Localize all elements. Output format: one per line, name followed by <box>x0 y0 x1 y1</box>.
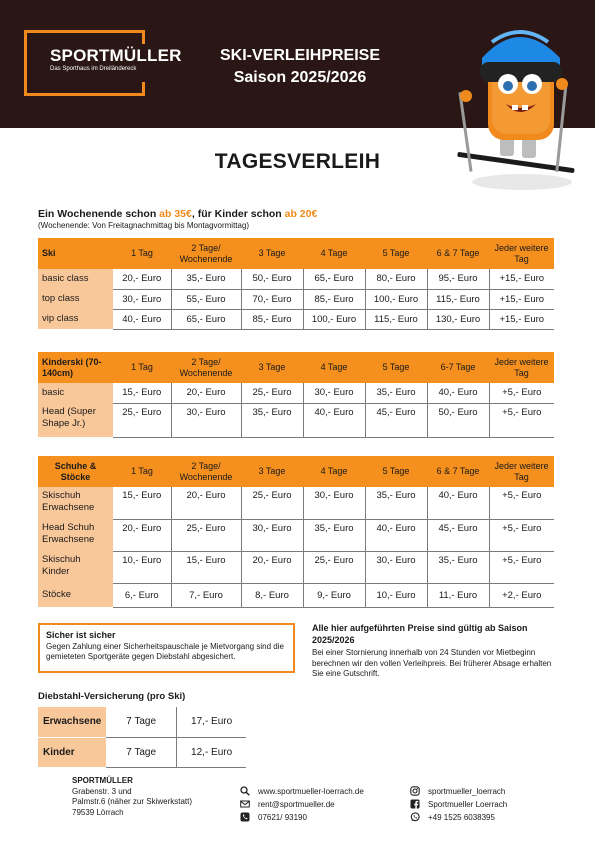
search-icon <box>240 786 250 796</box>
price-cell: +5,- Euro <box>489 519 554 551</box>
price-cell: 17,- Euro <box>176 707 246 737</box>
price-cell: +15,- Euro <box>489 309 554 329</box>
footer-address <box>72 776 192 818</box>
table-header-cell: 2 Tage/ Wochenende <box>171 456 241 487</box>
price-cell: 65,- Euro <box>303 269 365 289</box>
table-row <box>38 269 554 289</box>
safety-info-box <box>38 623 295 673</box>
table-header-cell: 3 Tage <box>241 238 303 269</box>
theft-insurance-title: Diebstahl-Versicherung (pro Ski) <box>38 691 186 702</box>
row-label: Kinder <box>38 737 106 767</box>
footer-address-line: 79539 Lörrach <box>72 807 124 817</box>
price-cell: 12,- Euro <box>176 737 246 767</box>
row-label: Erwachsene <box>38 707 106 737</box>
phone-icon <box>240 812 250 822</box>
kids-ski-price-table <box>38 352 554 438</box>
promo-price-kids: ab 20€ <box>284 208 318 220</box>
table-row <box>38 707 246 737</box>
table-row <box>38 583 554 607</box>
price-cell: 115,- Euro <box>427 289 489 309</box>
footer-email-link[interactable]: rent@sportmueller.de <box>258 799 335 809</box>
table-header-cell: 2 Tage/ Wochenende <box>171 238 241 269</box>
footer-whatsapp-number[interactable]: +49 1525 6038395 <box>428 812 495 822</box>
shoes-poles-price-table <box>38 456 554 608</box>
mail-icon <box>240 799 250 809</box>
price-cell: +5,- Euro <box>489 383 554 403</box>
price-cell: 30,- Euro <box>365 551 427 583</box>
safety-text: Gegen Zahlung einer Sicherheitspauschale je Mietvorgang sind die gemieteten Sportgeräte gegen Diebstahl abgesichert. <box>46 641 284 661</box>
price-cell: 30,- Euro <box>113 289 171 309</box>
table-header-cell: 5 Tage <box>365 456 427 487</box>
theft-insurance-table <box>38 707 246 768</box>
price-cell: 40,- Euro <box>427 383 489 403</box>
price-cell: 35,- Euro <box>365 383 427 403</box>
table-header-cell: 1 Tag <box>113 352 171 383</box>
price-cell: 70,- Euro <box>241 289 303 309</box>
price-cell: 35,- Euro <box>365 487 427 519</box>
footer-whatsapp[interactable] <box>410 812 495 822</box>
price-cell: 25,- Euro <box>303 551 365 583</box>
price-cell: 30,- Euro <box>303 487 365 519</box>
price-cell: +15,- Euro <box>489 269 554 289</box>
price-cell: 40,- Euro <box>303 403 365 437</box>
price-cell: 9,- Euro <box>303 583 365 607</box>
price-cell: 35,- Euro <box>303 519 365 551</box>
price-cell: +5,- Euro <box>489 487 554 519</box>
duration-cell: 7 Tage <box>106 707 176 737</box>
safety-title: Sicher ist sicher <box>46 630 116 640</box>
table-header-cell: 1 Tag <box>113 238 171 269</box>
table-header-cell: Jeder weitere Tag <box>489 238 554 269</box>
price-cell: 25,- Euro <box>241 487 303 519</box>
price-cell: 85,- Euro <box>303 289 365 309</box>
table-header-cell: Ski <box>38 238 113 269</box>
price-cell: +15,- Euro <box>489 289 554 309</box>
price-cell: 25,- Euro <box>171 519 241 551</box>
row-label: Skischuh Kinder <box>38 551 113 583</box>
table-header-cell: 6 & 7 Tage <box>427 456 489 487</box>
facebook-icon <box>410 799 420 809</box>
footer-facebook-name[interactable]: Sportmueller Loerrach <box>428 799 508 809</box>
table-header-cell: 5 Tage <box>365 238 427 269</box>
row-label: top class <box>38 289 113 309</box>
row-label: Stöcke <box>38 583 113 607</box>
price-cell: 50,- Euro <box>427 403 489 437</box>
table-row <box>38 551 554 583</box>
table-header-row <box>38 352 554 383</box>
price-cell: 15,- Euro <box>113 383 171 403</box>
row-label: Skischuh Erwachsene <box>38 487 113 519</box>
price-cell: 15,- Euro <box>113 487 171 519</box>
table-row <box>38 487 554 519</box>
price-cell: 95,- Euro <box>427 269 489 289</box>
price-cell: 25,- Euro <box>113 403 171 437</box>
price-cell: 15,- Euro <box>171 551 241 583</box>
validity-text: Bei einer Stornierung innerhalb von 24 Stunden vor Mietbeginn berechnen wir den vollen Verleihpreis. Bei früherer Absage erhalten Sie eine Gutschrift. <box>312 648 552 678</box>
table-header-cell: 4 Tage <box>303 352 365 383</box>
footer-instagram-handle[interactable]: sportmueller_loerrach <box>428 786 506 796</box>
row-label: basic <box>38 383 113 403</box>
price-cell: 100,- Euro <box>303 309 365 329</box>
price-cell: 35,- Euro <box>427 551 489 583</box>
price-cell: +5,- Euro <box>489 403 554 437</box>
page-title: TAGESVERLEIH <box>214 150 381 173</box>
promo-price-adult: ab 35€ <box>159 208 192 220</box>
footer-address-line: Palmstr.6 (näher zur Skiwerkstatt) <box>72 797 193 806</box>
table-header-row <box>38 456 554 487</box>
table-header-cell: 4 Tage <box>303 238 365 269</box>
price-cell: 20,- Euro <box>171 383 241 403</box>
row-label: basic class <box>38 269 113 289</box>
table-header-cell: 3 Tage <box>241 352 303 383</box>
promo-note: (Wochenende: Von Freitagnachmittag bis Montagvormittag) <box>38 221 250 230</box>
footer-phone[interactable] <box>240 812 307 822</box>
price-cell: 20,- Euro <box>113 269 171 289</box>
price-cell: 50,- Euro <box>241 269 303 289</box>
price-cell: 45,- Euro <box>365 403 427 437</box>
table-header-cell: 2 Tage/ Wochenende <box>171 352 241 383</box>
table-header-cell: 3 Tage <box>241 456 303 487</box>
price-cell: 30,- Euro <box>303 383 365 403</box>
table-row <box>38 289 554 309</box>
footer-facebook[interactable] <box>410 799 507 809</box>
table-header-cell: Jeder weitere Tag <box>489 456 554 487</box>
footer-brand: SPORTMÜLLER <box>72 776 133 785</box>
price-cell: 100,- Euro <box>365 289 427 309</box>
price-cell: 55,- Euro <box>171 289 241 309</box>
price-cell: 40,- Euro <box>365 519 427 551</box>
row-label: vip class <box>38 309 113 329</box>
footer-instagram[interactable] <box>410 786 505 796</box>
table-header-cell: Kinderski (70-140cm) <box>38 352 113 383</box>
promo-text-a: Ein Wochenende schon <box>38 208 160 220</box>
table-header-cell: 4 Tage <box>303 456 365 487</box>
table-header-cell: 6 & 7 Tage <box>427 238 489 269</box>
promo-text-b: , für Kinder schon <box>191 208 285 220</box>
validity-note <box>312 622 557 680</box>
header-title-line1: SKI-VERLEIHPREISE <box>219 47 381 64</box>
table-row <box>38 519 554 551</box>
price-cell: 130,- Euro <box>427 309 489 329</box>
footer-email[interactable] <box>240 799 335 809</box>
price-cell: 30,- Euro <box>171 403 241 437</box>
footer-web-link[interactable]: www.sportmueller-loerrach.de <box>258 786 364 796</box>
duration-cell: 7 Tage <box>106 737 176 767</box>
validity-title: Alle hier aufgeführten Preise sind gültig ab Saison 2025/2026 <box>312 623 528 645</box>
logo-tagline: Das Sporthaus im Dreiländereck <box>50 66 137 72</box>
header-title-line2: Saison 2025/2026 <box>233 69 367 86</box>
price-cell: +2,- Euro <box>489 583 554 607</box>
table-row <box>38 403 554 437</box>
price-cell: 40,- Euro <box>427 487 489 519</box>
table-row <box>38 309 554 329</box>
price-cell: 35,- Euro <box>171 269 241 289</box>
table-header-cell: 6-7 Tage <box>427 352 489 383</box>
price-cell: 45,- Euro <box>427 519 489 551</box>
table-row <box>38 383 554 403</box>
price-cell: 11,- Euro <box>427 583 489 607</box>
price-cell: 7,- Euro <box>171 583 241 607</box>
row-label: Head (Super Shape Jr.) <box>38 403 113 437</box>
price-cell: +5,- Euro <box>489 551 554 583</box>
price-cell: 20,- Euro <box>113 519 171 551</box>
price-cell: 35,- Euro <box>241 403 303 437</box>
footer-phone-number[interactable]: 07621/ 93190 <box>258 812 307 822</box>
price-cell: 85,- Euro <box>241 309 303 329</box>
row-label: Head Schuh Erwachsene <box>38 519 113 551</box>
table-header-row <box>38 238 554 269</box>
price-cell: 10,- Euro <box>365 583 427 607</box>
price-cell: 6,- Euro <box>113 583 171 607</box>
price-cell: 30,- Euro <box>241 519 303 551</box>
table-header-cell: 1 Tag <box>113 456 171 487</box>
whatsapp-icon <box>410 812 420 822</box>
instagram-icon <box>410 786 420 796</box>
price-cell: 65,- Euro <box>171 309 241 329</box>
footer-address-line: Grabenstr. 3 und <box>72 786 132 796</box>
table-row <box>38 737 246 767</box>
header-title <box>200 45 400 89</box>
price-cell: 25,- Euro <box>241 383 303 403</box>
price-cell: 40,- Euro <box>113 309 171 329</box>
footer-web[interactable] <box>240 786 364 796</box>
ski-price-table <box>38 238 554 330</box>
promo-line <box>38 208 317 220</box>
price-cell: 20,- Euro <box>241 551 303 583</box>
logo-brand-name: SPORTMÜLLER <box>50 46 182 65</box>
table-header-cell: Schuhe & Stöcke <box>38 456 113 487</box>
table-header-cell: 5 Tage <box>365 352 427 383</box>
price-cell: 8,- Euro <box>241 583 303 607</box>
price-cell: 20,- Euro <box>171 487 241 519</box>
price-cell: 80,- Euro <box>365 269 427 289</box>
table-header-cell: Jeder weitere Tag <box>489 352 554 383</box>
price-cell: 115,- Euro <box>365 309 427 329</box>
price-cell: 10,- Euro <box>113 551 171 583</box>
